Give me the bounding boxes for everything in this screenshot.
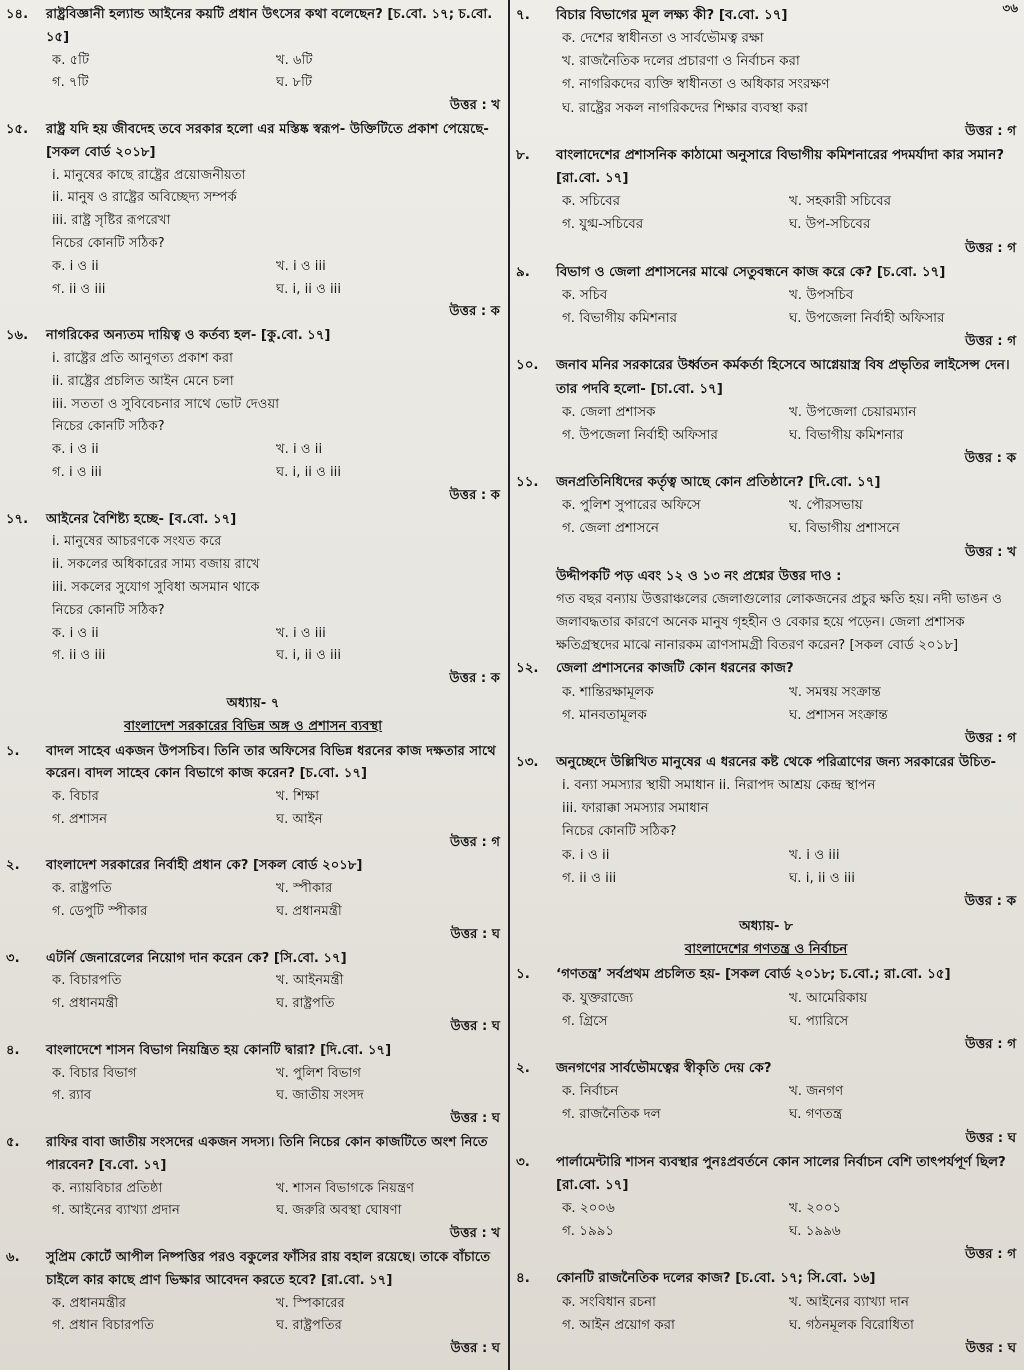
answer-option: গ. i ও iii bbox=[52, 464, 102, 480]
answer-row bbox=[556, 1337, 1016, 1360]
answer-option: গ. রাজনৈতিক দল bbox=[562, 1107, 661, 1123]
statement-line: iii. সকলের সুযোগ সুবিধা অসমান থাকে bbox=[52, 579, 260, 595]
statement-line: নিচের কোনটি সঠিক? bbox=[562, 824, 677, 840]
chapter-title: বাংলাদেশের গণতন্ত্র ও নির্বাচন bbox=[684, 942, 848, 958]
answer-key: উত্তর : গ bbox=[965, 730, 1016, 746]
answer-row bbox=[556, 1033, 1016, 1056]
options-grid bbox=[46, 439, 500, 485]
answer-option: ঘ. প্রধানমন্ত্রী bbox=[276, 904, 342, 920]
passage-text: গত বছর বন্যায় উত্তরাঞ্চলের জেলাগুলোর লোকজনের প্রচুর ক্ষতি হয়। নদী ভাঙন ও জলাবদ্ধতার কারণে অনেক মানুষ গৃহহীন ও বেকার হয়ে পড়েন। জেলা প্রশাসক ক্ষতিগ্রস্থদের মাঝে নানারকম ত্রাণসামগ্রী বিতরণ করেন? [সকল বোর্ড ২০১৮] bbox=[556, 591, 1002, 654]
question-item bbox=[516, 471, 1016, 564]
question-number: ১১. bbox=[516, 475, 539, 491]
answer-row bbox=[556, 727, 1016, 750]
answer-option: গ. মানবতামূলক bbox=[562, 707, 647, 723]
answer-option: ক. যুক্তরাজ্যে bbox=[562, 990, 634, 1006]
statement-line: নিচের কোনটি সঠিক? bbox=[52, 235, 165, 251]
question-item bbox=[6, 855, 500, 946]
answer-key: উত্তর : ঘ bbox=[965, 1130, 1016, 1146]
question-text: রাফির বাবা জাতীয় সংসদের একজন সদস্য। তিনি নিচের কোন কাজটিতে অংশ নিতে পারবেন? [ব.বো. ১৭] bbox=[46, 1135, 488, 1173]
options-grid bbox=[46, 1178, 500, 1224]
question-item bbox=[516, 1057, 1016, 1150]
options-grid bbox=[46, 970, 500, 1016]
answer-option: গ. বিভাগীয় কমিশনার bbox=[562, 311, 677, 327]
answer-option: ক. ২০০৬ bbox=[562, 1200, 615, 1216]
answer-option: ক. বিচারপতি bbox=[52, 973, 122, 989]
answer-key: উত্তর : গ bbox=[965, 334, 1016, 350]
question-text: অনুচ্ছেদে উল্লিখিত মানুষের এ ধরনের কষ্ট থেকে পরিত্রাণের জন্য সরকারের উচিত- bbox=[556, 755, 997, 770]
statement-line: নিচের কোনটি সঠিক? bbox=[52, 602, 165, 618]
question-number: ৮. bbox=[516, 147, 530, 163]
question-number: ১৩. bbox=[516, 755, 539, 770]
statement-line: ii. সকলের অধিকারের সাম্য বজায় রাখে bbox=[52, 557, 260, 573]
answer-key: উত্তর : ঘ bbox=[965, 1340, 1016, 1356]
options-grid bbox=[46, 786, 500, 832]
answer-option: ক. সংবিধান রচনা bbox=[562, 1294, 656, 1310]
answer-row bbox=[46, 95, 500, 118]
answer-option: ঘ. গঠনমূলক বিরোধিতা bbox=[789, 1317, 914, 1333]
options-grid bbox=[556, 190, 1016, 236]
answer-option: ক. বিচার bbox=[52, 789, 99, 805]
answer-option: ক. i ও ii bbox=[52, 442, 99, 458]
question-text: বাংলাদেশের প্রশাসনিক কাঠামো অনুসারে বিভাগীয় কমিশনারের পদমর্যাদা কার সমান? [রা.বো. ১৭] bbox=[556, 147, 1005, 187]
chapter-title: বাংলাদেশ সরকারের বিভিন্ন অঙ্গ ও প্রশাসন ব্যবস্থা bbox=[123, 718, 383, 734]
question-item bbox=[6, 509, 500, 691]
answer-option: খ. i ও iii bbox=[276, 625, 326, 641]
question-item bbox=[516, 261, 1016, 354]
question-text: বিভাগ ও জেলা প্রশাসনের মাঝে সেতুবন্ধনে কাজ করে কে? [চ.বো. ১৭] bbox=[556, 264, 946, 280]
answer-key: উত্তর : খ bbox=[449, 98, 500, 114]
answer-option: খ. আমেরিকায় bbox=[789, 990, 868, 1006]
answer-option: গ. যুগ্ম-সচিবের bbox=[562, 217, 644, 233]
answer-key: উত্তর : গ bbox=[965, 1036, 1016, 1052]
question-number: ৪. bbox=[516, 1271, 530, 1287]
question-item bbox=[516, 751, 1016, 913]
question-item bbox=[516, 657, 1016, 750]
answer-option: খ. উপসচিব bbox=[789, 287, 854, 303]
options-grid bbox=[556, 844, 1016, 890]
answer-option: গ. প্রধান বিচারপতি bbox=[52, 1318, 155, 1334]
question-text: আইনের বৈশিষ্ট্য হচ্ছে- [ব.বো. ১৭] bbox=[46, 511, 237, 527]
question-item bbox=[6, 1247, 500, 1361]
answer-row bbox=[556, 1243, 1016, 1266]
options-grid bbox=[556, 1291, 1016, 1337]
answer-option: গ. গ্রিসে bbox=[562, 1013, 608, 1029]
answer-option: ঘ. জরুরি অবস্থা ঘোষণা bbox=[276, 1203, 402, 1219]
answer-key: উত্তর : ঘ bbox=[450, 1111, 500, 1127]
answer-key: উত্তর : খ bbox=[965, 544, 1016, 560]
answer-option: ক. দেশের স্বাধীনতা ও সার্বভৌমত্ব রক্ষা bbox=[562, 31, 764, 47]
answer-option: ক. বিচার বিভাগ bbox=[52, 1065, 137, 1081]
options-grid bbox=[556, 401, 1016, 447]
answer-key: উত্তর : ঘ bbox=[450, 1019, 500, 1035]
options-grid bbox=[46, 50, 500, 96]
answer-key: উত্তর : ঘ bbox=[450, 1341, 500, 1357]
answer-option: খ. রাজনৈতিক দলের প্রচারণা ও নির্বাচন করা bbox=[562, 54, 800, 70]
question-item bbox=[516, 144, 1016, 260]
answer-option: ঘ. i, ii ও iii bbox=[789, 870, 855, 886]
question-item bbox=[6, 4, 500, 118]
answer-option: ক. নির্বাচন bbox=[562, 1084, 619, 1100]
answer-option: গ. ii ও iii bbox=[52, 281, 106, 297]
answer-option: খ. ২০০১ bbox=[789, 1200, 842, 1216]
answer-row bbox=[46, 1016, 500, 1039]
question-text: রাষ্ট্র যদি হয় জীবদেহ তবে সরকার হলো এর মস্তিষ্ক স্বরূপ- উক্তিটিতে প্রকাশ পেয়েছে- [সকল বোর্ড ২০১৮] bbox=[46, 121, 489, 160]
answer-key: উত্তর : গ bbox=[965, 123, 1016, 139]
options-grid bbox=[556, 27, 1016, 120]
question-number: ২. bbox=[516, 1061, 530, 1077]
question-text: জনপ্রতিনিধিদের কর্তৃত্ব আছে কোন প্রতিষ্ঠানে? [দি.বো. ১৭] bbox=[556, 475, 881, 491]
options-grid bbox=[46, 1063, 500, 1109]
statement-line: iii. সততা ও সুবিবেচনার সাথে ভোট দেওয়া bbox=[52, 396, 280, 412]
question-item bbox=[6, 1132, 500, 1246]
options-grid bbox=[556, 987, 1016, 1033]
answer-option: ক. রাষ্ট্রপতি bbox=[52, 881, 112, 897]
question-text: বিচার বিভাগের মূল লক্ষ্য কী? [ব.বো. ১৭] bbox=[556, 8, 788, 23]
answer-option: ক. i ও ii bbox=[52, 625, 99, 641]
question-number: ৭. bbox=[516, 8, 530, 23]
answer-option: ঘ. প্রশাসন সংক্রান্ত bbox=[789, 707, 888, 723]
answer-option: গ. উপজেলা নির্বাহী অফিসার bbox=[562, 427, 718, 443]
answer-option: ঘ. ১৯৯৬ bbox=[789, 1224, 841, 1240]
question-item bbox=[516, 1151, 1016, 1267]
answer-key: উত্তর : গ bbox=[449, 834, 500, 850]
answer-row bbox=[556, 120, 1016, 143]
options-grid bbox=[46, 878, 500, 924]
answer-option: গ. ii ও iii bbox=[52, 648, 106, 664]
answer-row bbox=[556, 890, 1016, 913]
answer-option: খ. ৬টি bbox=[276, 52, 313, 68]
question-number: ১. bbox=[6, 743, 20, 759]
answer-row bbox=[46, 301, 500, 324]
answer-row bbox=[46, 668, 500, 691]
answer-option: ক. সচিবের bbox=[562, 194, 620, 210]
answer-option: ঘ. বিভাগীয় কমিশনার bbox=[789, 427, 904, 443]
answer-key: উত্তর : ঘ bbox=[450, 926, 500, 942]
answer-option: খ. আইনের ব্যাখ্যা দান bbox=[789, 1294, 909, 1310]
options-grid bbox=[556, 1197, 1016, 1243]
answer-option: ঘ. রাষ্ট্রপতি bbox=[276, 996, 335, 1012]
options-grid bbox=[556, 494, 1016, 540]
column-divider bbox=[508, 0, 510, 1370]
question-text: জনাব মনির সরকারের উর্ধ্বতন কর্মকর্তা হিসেবে আগ্নেয়াস্ত্র বিষ প্রভৃতির লাইসেন্স দেন। তার পদবি হলো- [চা.বো. ১৭] bbox=[556, 358, 1010, 397]
question-text: সুপ্রিম কোর্টে আপীল নিষ্পত্তির পরও বকুলের ফাঁসির রায় বহাল রয়েছে। তাকে বাঁচাতে চাইলে কার কাছে প্রাণ ভিক্ষার আবেদন করতে হবে? [রা.বো. ১৭] bbox=[46, 1250, 491, 1288]
answer-option: খ. i ও ii bbox=[276, 442, 323, 458]
statement-line: i. বন্যা সমস্যার স্থায়ী সমাধান ii. নিরাপদ আশ্রয় কেন্দ্র স্থাপন bbox=[562, 778, 876, 794]
question-text: বাংলাদেশ সরকারের নির্বাহী প্রধান কে? [সকল বোর্ড ২০১৮] bbox=[46, 858, 363, 874]
answer-option: খ. শিক্ষা bbox=[276, 789, 320, 805]
answer-option: খ. উপজেলা চেয়ারম্যান bbox=[789, 404, 917, 420]
answer-key: উত্তর : গ bbox=[965, 240, 1016, 256]
statement-line: ii. মানুষ ও রাষ্ট্রের অবিচ্ছেদ্য সম্পর্ক bbox=[52, 190, 237, 206]
statement-line: i. মানুষের কাছে রাষ্ট্রের প্রয়োজনীয়তা bbox=[52, 167, 246, 183]
options-grid bbox=[46, 623, 500, 669]
question-text: পার্লামেন্টারি শাসন ব্যবস্থার পুনঃপ্রবর্তনে কোন সালের নির্বাচন বেশি তাৎপর্যপূর্ণ ছিল? [রা.বো. ১৭] bbox=[556, 1154, 1006, 1193]
page-number: ৩৬ bbox=[1002, 1, 1018, 15]
answer-option: ক. সচিব bbox=[562, 287, 608, 303]
answer-option: খ. i ও iii bbox=[276, 258, 326, 274]
answer-key: উত্তর : ক bbox=[449, 304, 500, 320]
answer-option: ঘ. রাষ্ট্রপতির bbox=[276, 1318, 342, 1334]
statement-line: iii. ফারাক্কা সমস্যার সমাধান bbox=[562, 801, 709, 817]
answer-option: গ. জেলা প্রশাসনে bbox=[562, 521, 659, 537]
question-number: ৪. bbox=[6, 1042, 20, 1058]
answer-key: উত্তর : খ bbox=[449, 1226, 500, 1242]
answer-row bbox=[46, 1223, 500, 1246]
options-grid bbox=[556, 1080, 1016, 1126]
question-text: নাগরিকের অন্যতম দায়িত্ব ও কর্তব্য হল- [কু.বো. ১৭] bbox=[46, 328, 331, 344]
options-grid bbox=[46, 256, 500, 302]
answer-option: ঘ. উপ-সচিবের bbox=[789, 217, 871, 233]
answer-row bbox=[556, 1127, 1016, 1150]
options-grid bbox=[556, 284, 1016, 330]
answer-option: খ. সহকারী সচিবের bbox=[789, 194, 891, 210]
question-item bbox=[6, 948, 500, 1039]
answer-option: খ. আইনমন্ত্রী bbox=[276, 973, 344, 989]
answer-row bbox=[556, 447, 1016, 470]
answer-option: ক. প্রধানমন্ত্রীর bbox=[52, 1295, 127, 1311]
question-number: ২. bbox=[6, 858, 20, 874]
question-number: ৬. bbox=[6, 1250, 20, 1266]
question-number: ৯. bbox=[516, 264, 530, 280]
left-column bbox=[6, 4, 500, 1364]
answer-option: খ. পৌরসভায় bbox=[789, 498, 863, 514]
answer-option: ঘ. জাতীয় সংসদ bbox=[276, 1088, 364, 1104]
answer-row bbox=[556, 237, 1016, 260]
answer-key: উত্তর : ক bbox=[449, 487, 500, 503]
answer-key: উত্তর : ক bbox=[449, 671, 500, 687]
answer-option: খ. সমন্বয় সংক্রান্ত bbox=[789, 684, 881, 700]
question-text: রাষ্ট্রবিজ্ঞানী হল্যান্ড আইনের কয়টি প্রধান উৎসের কথা বলেছেন? [চ.বো. ১৭; চ.বো. ১৫] bbox=[46, 7, 493, 45]
question-number: ৫. bbox=[6, 1135, 20, 1151]
answer-option: ক. শান্তিরক্ষামূলক bbox=[562, 684, 654, 700]
question-text: জনগণের সার্বভৌমত্বের স্বীকৃতি দেয় কে? bbox=[556, 1061, 772, 1077]
answer-option: গ. ১৯৯১ bbox=[562, 1224, 615, 1240]
question-text: এটর্নি জেনারেলের নিয়োগ দান করেন কে? [সি.বো. ১৭] bbox=[46, 950, 347, 966]
question-number: ৩. bbox=[6, 950, 20, 966]
question-item bbox=[6, 1040, 500, 1131]
answer-option: খ. শাসন বিভাগকে নিয়ন্ত্রণ bbox=[276, 1180, 415, 1196]
passage-instruction: উদ্দীপকটি পড় এবং ১২ ও ১৩ নং প্রশ্নের উত্তর দাও : bbox=[556, 568, 842, 584]
statement-line: ii. রাষ্ট্রের প্রচলিত আইন মেনে চলা bbox=[52, 373, 234, 389]
question-number: ১৫. bbox=[6, 121, 29, 137]
question-text: জেলা প্রশাসনের কাজটি কোন ধরনের কাজ? bbox=[556, 661, 794, 677]
statement-line: i. রাষ্ট্রের প্রতি আনুগত্য প্রকাশ করা bbox=[52, 350, 233, 366]
question-item bbox=[516, 963, 1016, 1056]
right-column bbox=[516, 4, 1016, 1364]
answer-row bbox=[556, 541, 1016, 564]
answer-option: ঘ. আইন bbox=[276, 811, 323, 827]
answer-option: গ. প্রধানমন্ত্রী bbox=[52, 996, 119, 1012]
answer-option: ঘ. i, ii ও iii bbox=[276, 648, 341, 664]
answer-option: গ. প্রশাসন bbox=[52, 811, 108, 827]
question-item bbox=[6, 325, 500, 507]
question-item bbox=[516, 354, 1016, 470]
statement-line: i. মানুষের আচরণকে সংযত করে bbox=[52, 534, 222, 550]
statement-line: নিচের কোনটি সঠিক? bbox=[52, 419, 165, 435]
question-text: বাংলাদেশে শাসন বিভাগ নিয়ন্ত্রিত হয় কোনটি দ্বারা? [দি.বো. ১৭] bbox=[46, 1042, 392, 1058]
answer-option: ক. i ও ii bbox=[562, 847, 610, 863]
question-number: ১. bbox=[516, 967, 530, 983]
question-number: ৩. bbox=[516, 1154, 530, 1170]
answer-option: ঘ. প্যারিসে bbox=[789, 1013, 849, 1029]
question-text: ‘গণতন্ত্র’ সর্বপ্রথম প্রচলিত হয়- [সকল বোর্ড ২০১৮; চ.বো.; রা.বো. ১৫] bbox=[556, 967, 951, 983]
question-number: ১৬. bbox=[6, 328, 29, 344]
answer-option: ঘ. i, ii ও iii bbox=[276, 464, 341, 480]
answer-option: খ. পুলিশ বিভাগ bbox=[276, 1065, 361, 1081]
chapter-label: অধ্যায়- ৭ bbox=[226, 695, 280, 711]
answer-option: গ. নাগরিকদের ব্যক্তি স্বাধীনতা ও অধিকার সংরক্ষণ bbox=[562, 77, 830, 93]
answer-option: ক. ন্যায়বিচার প্রতিষ্ঠা bbox=[52, 1180, 163, 1196]
question-number: ১৪. bbox=[6, 7, 29, 22]
answer-key: উত্তর : গ bbox=[965, 1247, 1016, 1263]
answer-option: গ. আইন প্রয়োগ করা bbox=[562, 1317, 675, 1333]
statement-line: iii. রাষ্ট্র সৃষ্টির রূপরেখা bbox=[52, 213, 171, 229]
answer-option: ঘ. ৮টি bbox=[276, 75, 313, 91]
answer-row bbox=[46, 1108, 500, 1131]
answer-option: ঘ. উপজেলা নির্বাহী অফিসার bbox=[789, 311, 945, 327]
answer-option: ঘ. রাষ্ট্রের সকল নাগরিকদের শিক্ষার ব্যবস্থা করা bbox=[562, 100, 808, 116]
answer-option: ক. i ও ii bbox=[52, 258, 99, 274]
question-number: ১০. bbox=[516, 358, 539, 374]
question-number: ১৭. bbox=[6, 511, 29, 527]
question-item bbox=[6, 741, 500, 855]
question-text: কোনটি রাজনৈতিক দলের কাজ? [চ.বো. ১৭; সি.বো. ১৬] bbox=[556, 1271, 876, 1287]
question-item bbox=[6, 119, 500, 324]
answer-option: গ. ii ও iii bbox=[562, 870, 617, 886]
answer-key: উত্তর : ক bbox=[964, 450, 1016, 466]
answer-row bbox=[46, 485, 500, 508]
question-item bbox=[516, 4, 1016, 143]
chapter-label: অধ্যায়- ৮ bbox=[739, 919, 793, 935]
answer-option: খ. i ও iii bbox=[789, 847, 840, 863]
answer-row bbox=[46, 832, 500, 855]
answer-option: খ. স্পিকারের bbox=[276, 1295, 345, 1311]
answer-row bbox=[46, 924, 500, 947]
options-grid bbox=[556, 681, 1016, 727]
answer-option: ঘ. গণতন্ত্র bbox=[789, 1107, 843, 1123]
answer-option: গ. র‍্যাব bbox=[52, 1088, 92, 1104]
question-number: ১২. bbox=[516, 661, 539, 677]
answer-option: খ. স্পীকার bbox=[276, 881, 333, 897]
answer-option: গ. ডেপুটি স্পীকার bbox=[52, 904, 148, 920]
answer-row bbox=[46, 1338, 500, 1361]
answer-option: ক. পুলিশ সুপারের অফিসে bbox=[562, 498, 701, 514]
answer-option: গ. ৭টি bbox=[52, 75, 89, 91]
question-item bbox=[516, 1267, 1016, 1360]
question-text: বাদল সাহেব একজন উপসচিব। তিনি তার অফিসের বিভিন্ন ধরনের কাজ দক্ষতার সাথে করেন। বাদল সাহেব কোন বিভাগে কাজ করেন? [চ.বো. ১৭] bbox=[46, 743, 496, 782]
answer-option: গ. আইনের ব্যাখ্যা প্রদান bbox=[52, 1203, 180, 1219]
answer-option: ক. ৫টি bbox=[52, 52, 90, 68]
options-grid bbox=[46, 1293, 500, 1339]
answer-row bbox=[556, 330, 1016, 353]
answer-option: ক. জেলা প্রশাসক bbox=[562, 404, 656, 420]
answer-key: উত্তর : ক bbox=[964, 893, 1016, 909]
answer-option: ঘ. বিভাগীয় প্রশাসনে bbox=[789, 521, 900, 537]
answer-option: খ. জনগণ bbox=[789, 1084, 844, 1100]
answer-option: ঘ. i, ii ও iii bbox=[276, 281, 341, 297]
